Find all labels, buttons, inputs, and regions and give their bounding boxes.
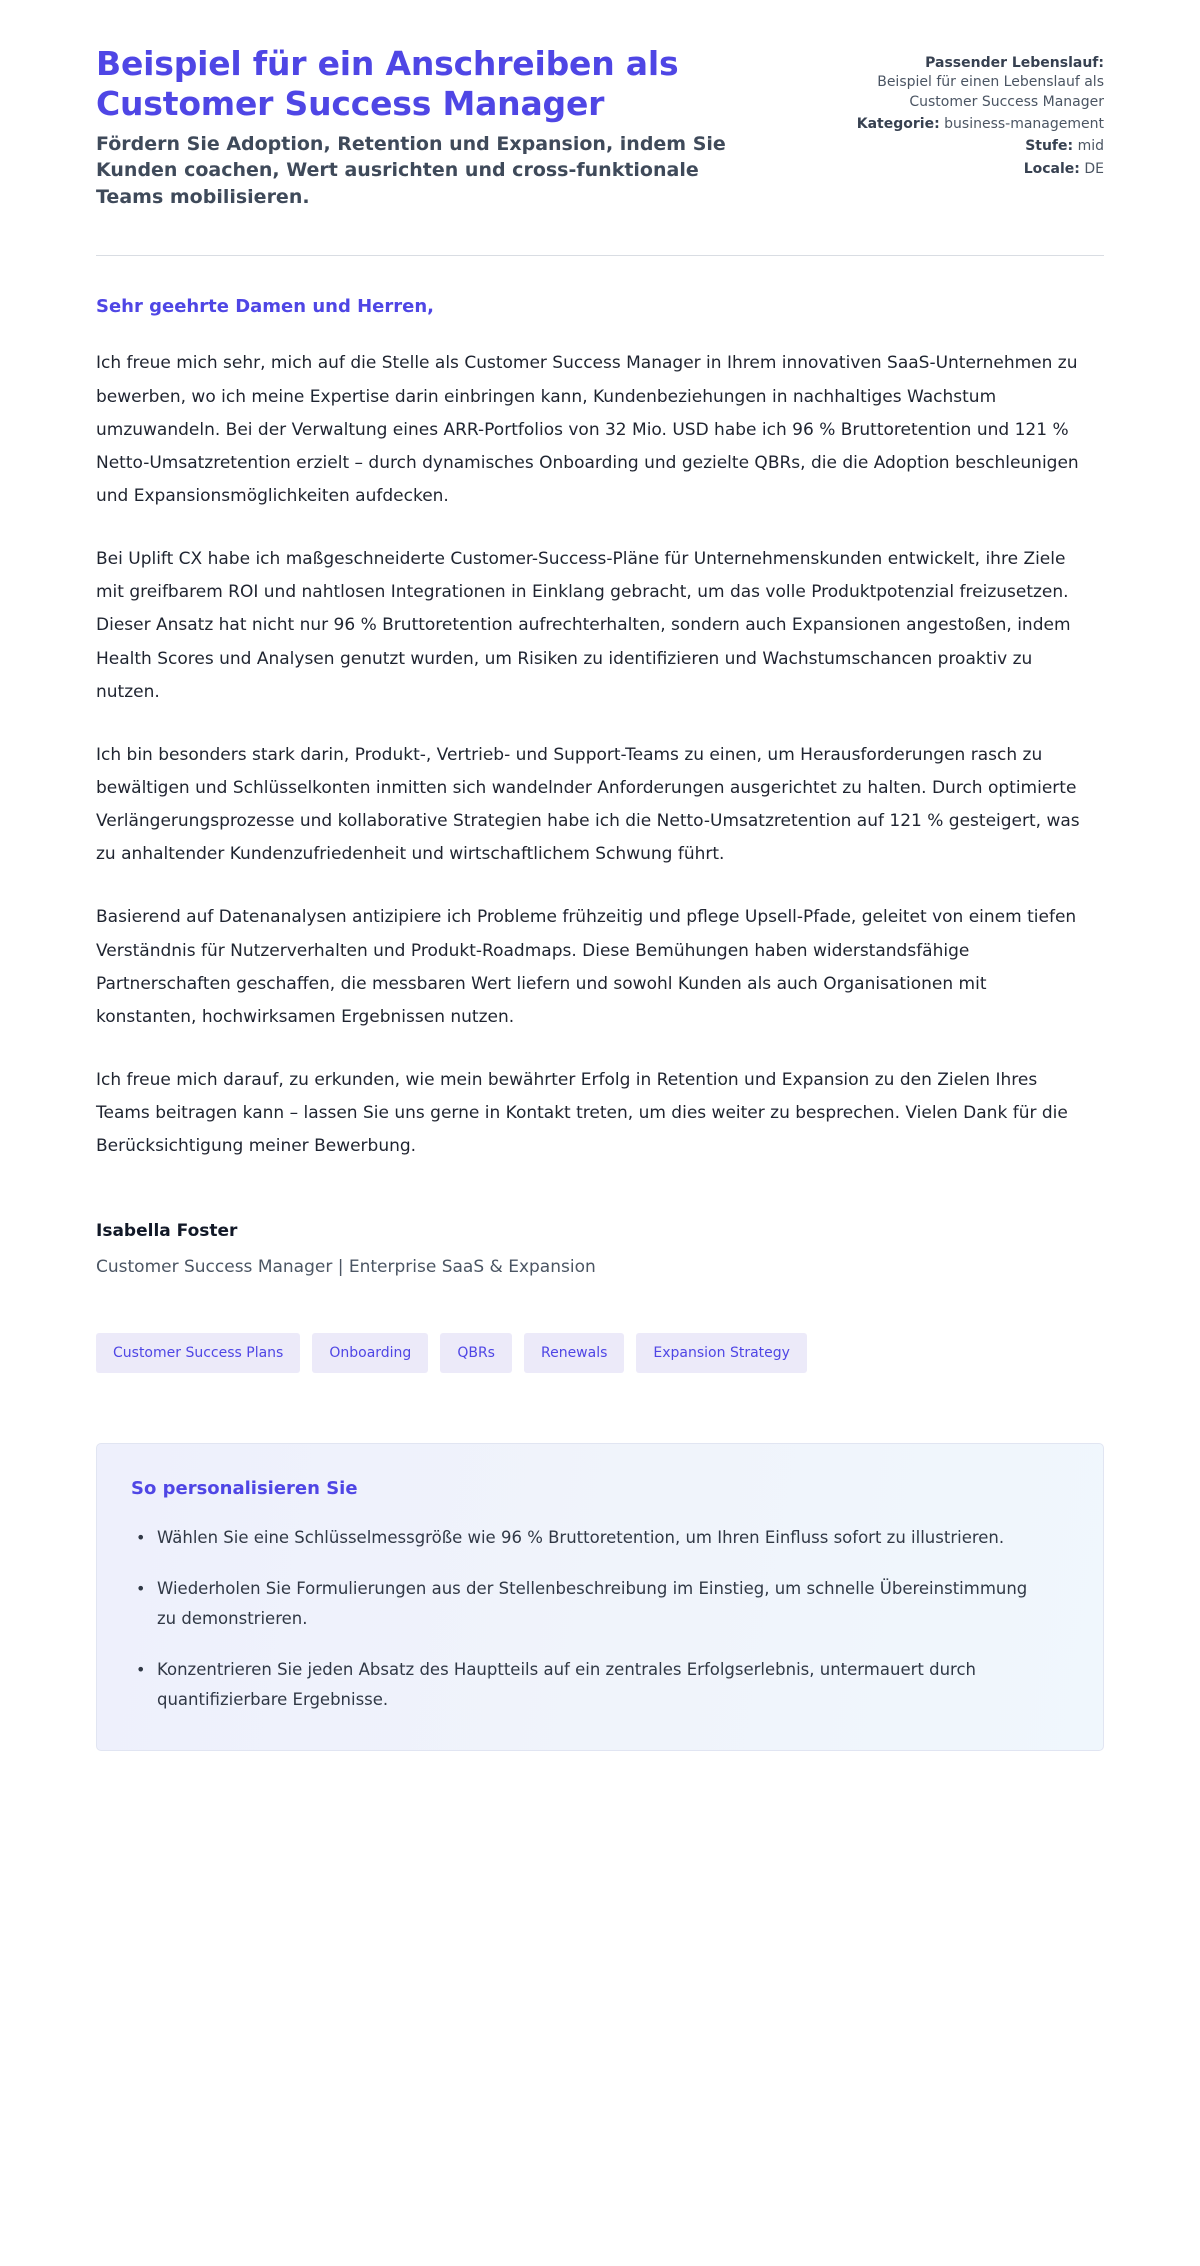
letter-paragraph: Bei Uplift CX habe ich maßgeschneiderte Customer-Success-Pläne für Unternehmenskunden entwickelt, ihre Ziele mit greifbarem ROI und nahtlosen Integrationen in Einklang gebracht, um das volle Produktpotenzial freizusetzen. Dieser Ansatz hat nicht nur 96 % Bruttoretention aufrechterhalten, sondern auch Expansionen angestoßen, indem Health Scores und Analysen genutzt wurden, um Risiken zu identifizieren und Wachstumschancen proaktiv zu nutzen. — [96, 549, 1071, 702]
tag-chip[interactable]: QBRs — [440, 1333, 512, 1373]
meta-label-locale: Locale: — [1023, 160, 1080, 177]
meta-row-locale — [849, 160, 1104, 179]
meta-value-locale: DE — [1084, 160, 1104, 177]
callout-title: So personalisieren Sie — [131, 1478, 358, 1500]
document-metadata — [849, 44, 1104, 182]
tag-chip[interactable]: Customer Success Plans — [96, 1333, 300, 1373]
letter-body — [96, 256, 1104, 1163]
page-title: Beispiel für ein Anschreiben als Customer Success Manager — [96, 44, 679, 124]
letter-paragraph: Basierend auf Datenanalysen antizipiere ich Probleme frühzeitig und pflege Upsell-Pfade, geleitet von einem tiefen Verständnis für Nutzerverhalten und Produkt-Roadmaps. Diese Bemühungen haben widerstandsfähige Partnerschaften geschaffen, die messbaren Wert liefern und sowohl Kunden als auch Organisationen mit konstanten, hochwirksamen Ergebnissen nutzen. — [96, 907, 1077, 1027]
tag-list — [96, 1333, 1104, 1373]
callout-tip-item: • Wiederholen Sie Formulierungen aus der Stellenbeschreibung im Einstieg, um schnelle Übereinstimmung zu demonstrieren. — [131, 1574, 1031, 1635]
meta-row-category — [849, 115, 1104, 134]
tag-chip[interactable]: Expansion Strategy — [636, 1333, 807, 1373]
callout-tip-list — [131, 1523, 1067, 1716]
meta-value-resume: Beispiel für einen Lebenslauf als Customer Success Manager — [877, 74, 1104, 110]
meta-row-resume — [849, 54, 1104, 112]
header-text-block — [96, 44, 736, 211]
meta-label-resume: Passender Lebenslauf: — [925, 55, 1104, 71]
meta-value-category: business-management — [944, 115, 1104, 132]
signature-role: Customer Success Manager | Enterprise SaaS & Expansion — [96, 1257, 596, 1278]
signature-name: Isabella Foster — [96, 1221, 238, 1242]
tag-chip[interactable]: Renewals — [524, 1333, 624, 1373]
letter-paragraphs — [96, 347, 1104, 1163]
signature-block — [96, 1221, 1104, 1277]
callout-tip-item: • Wählen Sie eine Schlüsselmessgröße wie 96 % Bruttoretention, um Ihren Einfluss sofort zu illustrieren. — [131, 1523, 1031, 1554]
meta-value-level: mid — [1077, 138, 1104, 155]
letter-paragraph: Ich freue mich sehr, mich auf die Stelle als Customer Success Manager in Ihrem innovativen SaaS-Unternehmen zu bewerben, wo ich meine Expertise darin einbringen kann, Kundenbeziehungen in nachhaltiges Wachstum umzuwandeln. Bei der Verwaltung eines ARR-Portfolios von 32 Mio. USD habe ich 96 % Bruttoretention und 121 % Netto-Umsatzretention erzielt – durch dynamisches Onboarding und gezielte QBRs, die die Adoption beschleunigen und Expansionsmöglichkeiten aufdecken. — [96, 353, 1079, 506]
tag-chip[interactable]: Onboarding — [312, 1333, 428, 1373]
personalization-callout — [96, 1443, 1104, 1751]
callout-tip-item: • Konzentrieren Sie jeden Absatz des Hauptteils auf ein zentrales Erfolgserlebnis, untermauert durch quantifizierbare Ergebnisse. — [131, 1655, 1031, 1716]
page-header — [96, 44, 1104, 211]
meta-label-category: Kategorie: — [856, 115, 940, 132]
letter-greeting: Sehr geehrte Damen und Herren, — [96, 296, 435, 318]
meta-row-level — [849, 137, 1104, 156]
letter-paragraph: Ich bin besonders stark darin, Produkt-, Vertrieb- und Support-Teams zu einen, um Herausforderungen rasch zu bewältigen und Schlüsselkonten inmitten sich wandelnder Anforderungen ausgerichtet zu halten. Durch optimierte Verlängerungsprozesse und kollaborative Strategien habe ich die Netto-Umsatzretention auf 121 % gesteigert, was zu anhaltender Kundenzufriedenheit und wirtschaftlichem Schwung führt. — [96, 744, 1080, 865]
meta-label-level: Stufe: — [1025, 138, 1074, 155]
page-subtitle: Fördern Sie Adoption, Retention und Expansion, indem Sie Kunden coachen, Wert ausrichten und cross-funktionale Teams mobilisieren. — [96, 132, 726, 209]
letter-paragraph: Ich freue mich darauf, zu erkunden, wie mein bewährter Erfolg in Retention und Expansion zu den Zielen Ihres Teams beitragen kann – lassen Sie uns gerne in Kontakt treten, um dies weiter zu besprechen. Vielen Dank für die Berücksichtigung meiner Bewerbung. — [96, 1069, 1068, 1157]
